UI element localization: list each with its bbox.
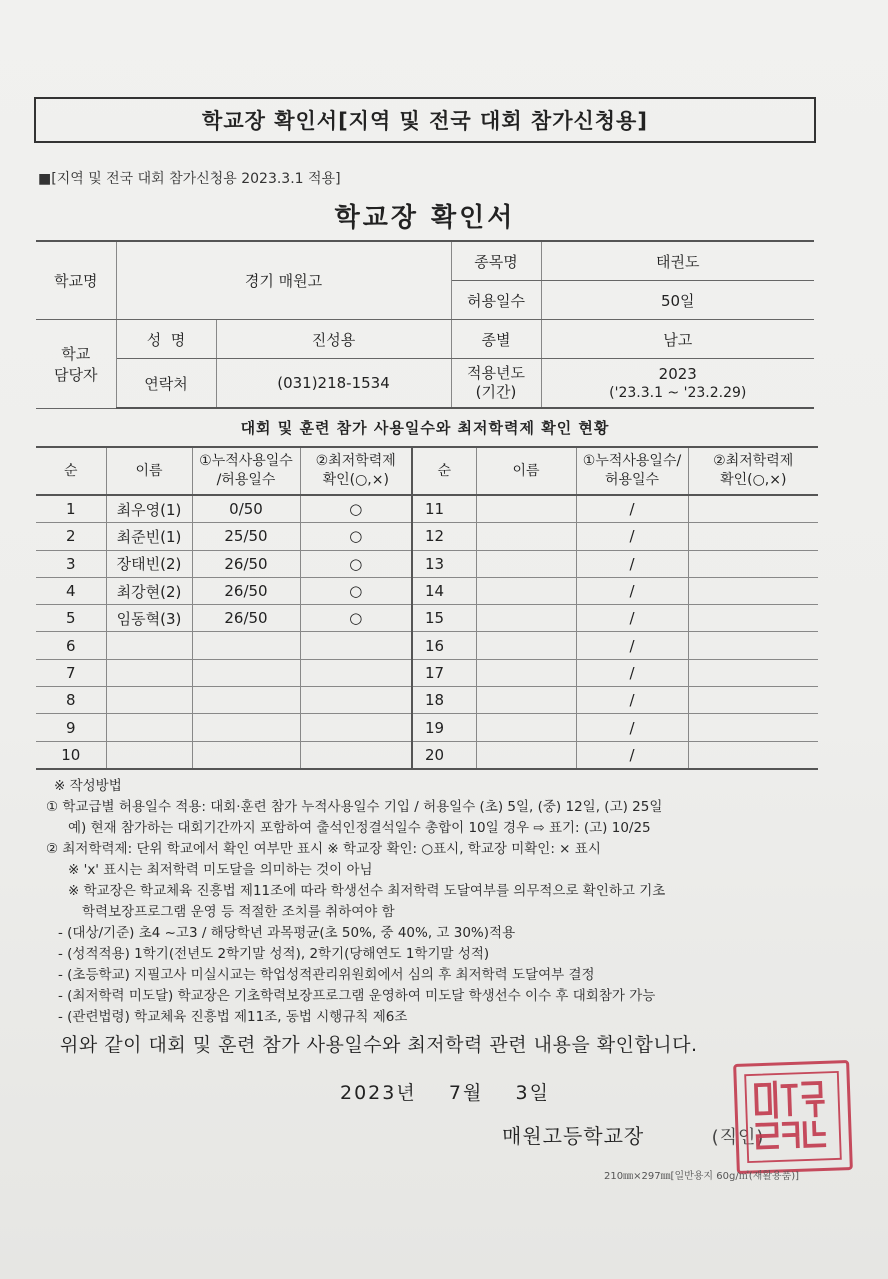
info-table — [36, 240, 814, 409]
table-row — [36, 659, 818, 686]
row-used — [192, 659, 300, 686]
year: 2023 — [658, 365, 697, 383]
row-used — [192, 714, 300, 741]
year-label-line2: (기간) — [475, 383, 517, 401]
row-name-right — [476, 605, 576, 632]
row-used-right: / — [576, 495, 688, 523]
row-no: 7 — [36, 659, 106, 686]
note-detail-2: - (성적적용) 1학기(전년도 2학기말 성적), 2학기(당해연도 1학기말 성적) — [58, 946, 490, 962]
period: ('23.3.1 ~ '23.2.29) — [609, 385, 747, 401]
manager-name: 진성용 — [216, 320, 451, 359]
row-check: ○ — [300, 577, 412, 604]
name-label: 성 명 — [116, 320, 216, 359]
header-no-right: 순 — [412, 447, 476, 495]
row-check-right — [688, 577, 818, 604]
row-check: ○ — [300, 605, 412, 632]
header-min-right-line2: 확인(○,×) — [720, 472, 787, 488]
row-name-right — [476, 577, 576, 604]
header-used-right-line1: ①누적사용일수/ — [582, 453, 682, 469]
row-no-right: 18 — [412, 687, 476, 714]
row-used: 26/50 — [192, 577, 300, 604]
header-used-line2: /허용일수 — [216, 472, 276, 488]
note-1b: 예) 현재 참가하는 대회기간까지 포함하여 출석인정결석일수 총합이 10일 경우 ⇨ 표기: (고) 10/25 — [68, 820, 651, 836]
category: 남고 — [541, 320, 814, 359]
row-used-right: / — [576, 523, 688, 550]
row-name-right — [476, 714, 576, 741]
row-name: 최우영(1) — [106, 495, 192, 523]
header-name-right: 이름 — [476, 447, 576, 495]
note-detail-3: - (초등학교) 지필고사 미실시교는 학업성적관리위원회에서 심의 후 최저학력 도달여부 결정 — [58, 967, 595, 983]
header-min-right-line1: ②최저학력제 — [713, 453, 794, 469]
category-label: 종별 — [451, 320, 541, 359]
row-used-right: / — [576, 632, 688, 659]
row-name — [106, 659, 192, 686]
row-name: 장태빈(2) — [106, 550, 192, 577]
note-detail-5: - (관련법령) 학교체육 진흥법 제11조, 동법 시행규칙 제6조 — [58, 1009, 408, 1025]
row-name — [106, 741, 192, 769]
row-check-right — [688, 714, 818, 741]
row-check: ○ — [300, 495, 412, 523]
table-row — [36, 632, 818, 659]
row-used: 25/50 — [192, 523, 300, 550]
school-seal-stamp — [733, 1060, 853, 1174]
row-check — [300, 741, 412, 769]
row-used — [192, 687, 300, 714]
form-subtitle: ■[지역 및 전국 대회 참가신청용 2023.3.1 적용] — [38, 171, 341, 187]
row-used-right: / — [576, 659, 688, 686]
main-title: 학교장 확인서 — [334, 203, 516, 233]
row-name-right — [476, 632, 576, 659]
row-check — [300, 687, 412, 714]
date-month: 7월 — [448, 1082, 484, 1104]
row-used — [192, 632, 300, 659]
manager-label — [36, 320, 116, 409]
note-detail-1: - (대상/기준) 초4 ~고3 / 해당학년 과목평균(초 50%, 중 40%, 고 30%)적용 — [58, 925, 516, 941]
row-used: 26/50 — [192, 550, 300, 577]
seal-icon — [736, 1063, 850, 1171]
table-row — [36, 687, 818, 714]
row-no: 1 — [36, 495, 106, 523]
section-title: 대회 및 훈련 참가 사용일수와 최저학력제 확인 현황 — [240, 419, 610, 437]
header-used-right — [576, 447, 688, 495]
notes-heading: ※ 작성방법 — [54, 778, 122, 794]
header-no: 순 — [36, 447, 106, 495]
row-no-right: 12 — [412, 523, 476, 550]
row-no-right: 20 — [412, 741, 476, 769]
header-min — [300, 447, 412, 495]
row-used-right: / — [576, 605, 688, 632]
header-used-right-line2: 허용일수 — [604, 472, 660, 488]
row-check: ○ — [300, 523, 412, 550]
row-used: 26/50 — [192, 605, 300, 632]
manager-label-line1: 학교 — [61, 344, 91, 363]
year-cell — [541, 359, 814, 409]
row-check-right — [688, 523, 818, 550]
contact: (031)218-1534 — [216, 359, 451, 409]
row-used-right: / — [576, 550, 688, 577]
signer-title: 매원고등학교장 — [502, 1124, 645, 1148]
header-used-line1: ①누적사용일수 — [199, 453, 293, 469]
row-name: 최준빈(1) — [106, 523, 192, 550]
note-4a: ※ 학교장은 학교체육 진흥법 제11조에 따라 학생선수 최저학력 도달여부를 의무적으로 확인하고 기초 — [68, 883, 666, 899]
signer-mark: (직인) — [711, 1127, 765, 1148]
row-used — [192, 741, 300, 769]
table-row — [36, 714, 818, 741]
row-no: 10 — [36, 741, 106, 769]
row-no-right: 14 — [412, 577, 476, 604]
year-label — [451, 359, 541, 409]
row-name-right — [476, 523, 576, 550]
school-name: 경기 매원고 — [116, 241, 451, 320]
row-name-right — [476, 687, 576, 714]
row-check: ○ — [300, 550, 412, 577]
table-row — [36, 495, 818, 523]
header-used — [192, 447, 300, 495]
row-name-right — [476, 741, 576, 769]
row-no: 4 — [36, 577, 106, 604]
row-name-right — [476, 495, 576, 523]
year-label-line1: 적용년도 — [467, 364, 525, 382]
note-2: ② 최저학력제: 단위 학교에서 확인 여부만 표시 ※ 학교장 확인: ○표시, 학교장 미확인: × 표시 — [46, 841, 601, 857]
row-used-right: / — [576, 714, 688, 741]
row-name: 최강현(2) — [106, 577, 192, 604]
contact-label: 연락처 — [116, 359, 216, 409]
row-no-right: 16 — [412, 632, 476, 659]
row-name-right — [476, 659, 576, 686]
row-check-right — [688, 659, 818, 686]
row-name — [106, 714, 192, 741]
document-date — [340, 1078, 550, 1105]
row-check-right — [688, 741, 818, 769]
note-1a: ① 학교급별 허용일수 적용: 대회·훈련 참가 누적사용일수 기입 / 허용일수 (초) 5일, (중) 12일, (고) 25일 — [46, 799, 663, 815]
row-no: 6 — [36, 632, 106, 659]
status-table — [36, 446, 818, 770]
row-no-right: 11 — [412, 495, 476, 523]
row-check-right — [688, 632, 818, 659]
row-no-right: 15 — [412, 605, 476, 632]
row-name-right — [476, 550, 576, 577]
row-check-right — [688, 495, 818, 523]
school-label: 학교명 — [36, 241, 116, 320]
row-no: 9 — [36, 714, 106, 741]
date-day: 3일 — [515, 1082, 550, 1104]
row-no: 8 — [36, 687, 106, 714]
row-check — [300, 659, 412, 686]
row-check-right — [688, 687, 818, 714]
note-3: ※ 'x' 표시는 최저학력 미도달을 의미하는 것이 아님 — [68, 862, 373, 878]
row-check — [300, 632, 412, 659]
row-used-right: / — [576, 741, 688, 769]
row-used-right: / — [576, 687, 688, 714]
row-check-right — [688, 550, 818, 577]
row-check — [300, 714, 412, 741]
header-name: 이름 — [106, 447, 192, 495]
confirmation-text: 위와 같이 대회 및 훈련 참가 사용일수와 최저학력 관련 내용을 확인합니다. — [60, 1034, 698, 1056]
row-check-right — [688, 605, 818, 632]
signer-name — [502, 1120, 764, 1149]
row-name — [106, 687, 192, 714]
row-used-right: / — [576, 577, 688, 604]
table-row — [36, 523, 818, 550]
paper-size-footer: 210㎜×297㎜[일반용지 60g/㎡(재활용품)] — [604, 1171, 800, 1182]
row-name: 임동혁(3) — [106, 605, 192, 632]
header-min-right — [688, 447, 818, 495]
event-name: 태권도 — [541, 241, 814, 281]
row-no-right: 17 — [412, 659, 476, 686]
row-name — [106, 632, 192, 659]
table-row — [36, 577, 818, 604]
header-min-line2: 확인(○,×) — [322, 472, 389, 488]
table-row — [36, 741, 818, 769]
table-row — [36, 605, 818, 632]
document-title: 학교장 확인서[지역 및 전국 대회 참가신청용] — [202, 109, 648, 133]
row-no-right: 19 — [412, 714, 476, 741]
row-no: 5 — [36, 605, 106, 632]
allowed-days: 50일 — [541, 281, 814, 320]
note-detail-4: - (최저학력 미도달) 학교장은 기초학력보장프로그램 운영하여 미도달 학생선수 이수 후 대회참가 가능 — [58, 988, 656, 1004]
row-no: 3 — [36, 550, 106, 577]
header-min-line1: ②최저학력제 — [315, 453, 396, 469]
table-row — [36, 550, 818, 577]
row-no-right: 13 — [412, 550, 476, 577]
note-4b: 학력보장프로그램 운영 등 적절한 조치를 취하여야 함 — [82, 904, 395, 920]
document-title-box — [34, 97, 816, 143]
manager-label-line2: 담당자 — [54, 365, 98, 384]
allowed-days-label: 허용일수 — [451, 281, 541, 320]
row-used: 0/50 — [192, 495, 300, 523]
date-year: 2023년 — [340, 1082, 417, 1104]
row-no: 2 — [36, 523, 106, 550]
notes-section — [46, 776, 836, 1028]
event-label: 종목명 — [451, 241, 541, 281]
